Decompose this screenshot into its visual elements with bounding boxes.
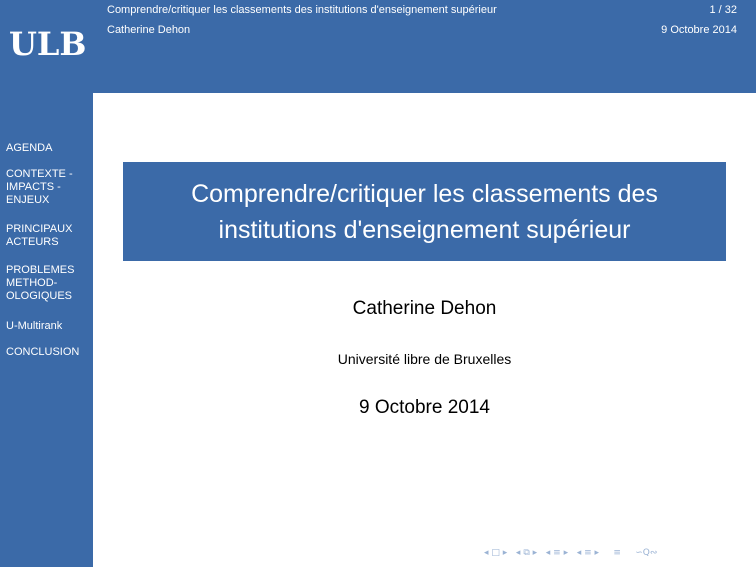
nav-subsection-icon[interactable]: ⧉ — [523, 548, 530, 558]
nav-section2-icon[interactable]: ≡ — [584, 548, 592, 558]
slide-author: Catherine Dehon — [352, 298, 497, 319]
nav-prev-subsection-icon[interactable]: ◂ — [515, 548, 521, 558]
sidebar-item-acteurs[interactable]: PRINCIPAUX ACTEURS — [6, 223, 73, 248]
nav-prev-section2-icon[interactable]: ◂ — [576, 548, 582, 558]
sidebar-item-problemes[interactable]: PROBLEMES METHOD-OLOGIQUES — [6, 264, 75, 302]
nav-search-icon[interactable]: ∽Q∾ — [635, 548, 658, 558]
header-date: 9 Octobre 2014 — [661, 24, 737, 36]
header-author: Catherine Dehon — [107, 24, 191, 36]
slide-institute: Université libre de Bruxelles — [337, 351, 512, 367]
nav-section-icon[interactable]: ≡ — [553, 548, 561, 558]
nav-align-icon[interactable]: ≡ — [613, 548, 621, 558]
nav-prev-frame-icon[interactable]: ◂ — [484, 548, 489, 558]
nav-next-subsection-icon[interactable]: ▸ — [532, 548, 538, 558]
page-counter: 1 / 32 — [709, 4, 737, 16]
nav-next-section-icon[interactable]: ▸ — [563, 548, 569, 558]
slide-date: 9 Octobre 2014 — [359, 397, 490, 418]
sidebar-item-agenda[interactable]: AGENDA — [6, 142, 53, 154]
ulb-logo: ULB — [9, 25, 87, 63]
nav-next-frame-icon[interactable]: ▸ — [502, 548, 508, 558]
slide-title-box — [123, 162, 726, 261]
sidebar — [0, 0, 93, 567]
nav-frame-icon[interactable]: □ — [491, 548, 500, 558]
sidebar-item-contexte[interactable]: CONTEXTE - IMPACTS - ENJEUX — [6, 168, 73, 206]
nav-next-section2-icon[interactable]: ▸ — [594, 548, 600, 558]
header-bar — [93, 0, 756, 93]
sidebar-item-conclusion[interactable]: CONCLUSION — [6, 346, 80, 358]
header-title: Comprendre/critiquer les classements des institutions d'enseignement supérieur — [107, 4, 497, 16]
sidebar-item-u-multirank[interactable]: U-Multirank — [6, 320, 63, 332]
nav-prev-section-icon[interactable]: ◂ — [545, 548, 551, 558]
beamer-navigation — [484, 548, 657, 562]
slide-title: Comprendre/critiquer les classements des institutions d'enseignement supérieur — [191, 179, 658, 244]
logo-box — [0, 0, 93, 93]
